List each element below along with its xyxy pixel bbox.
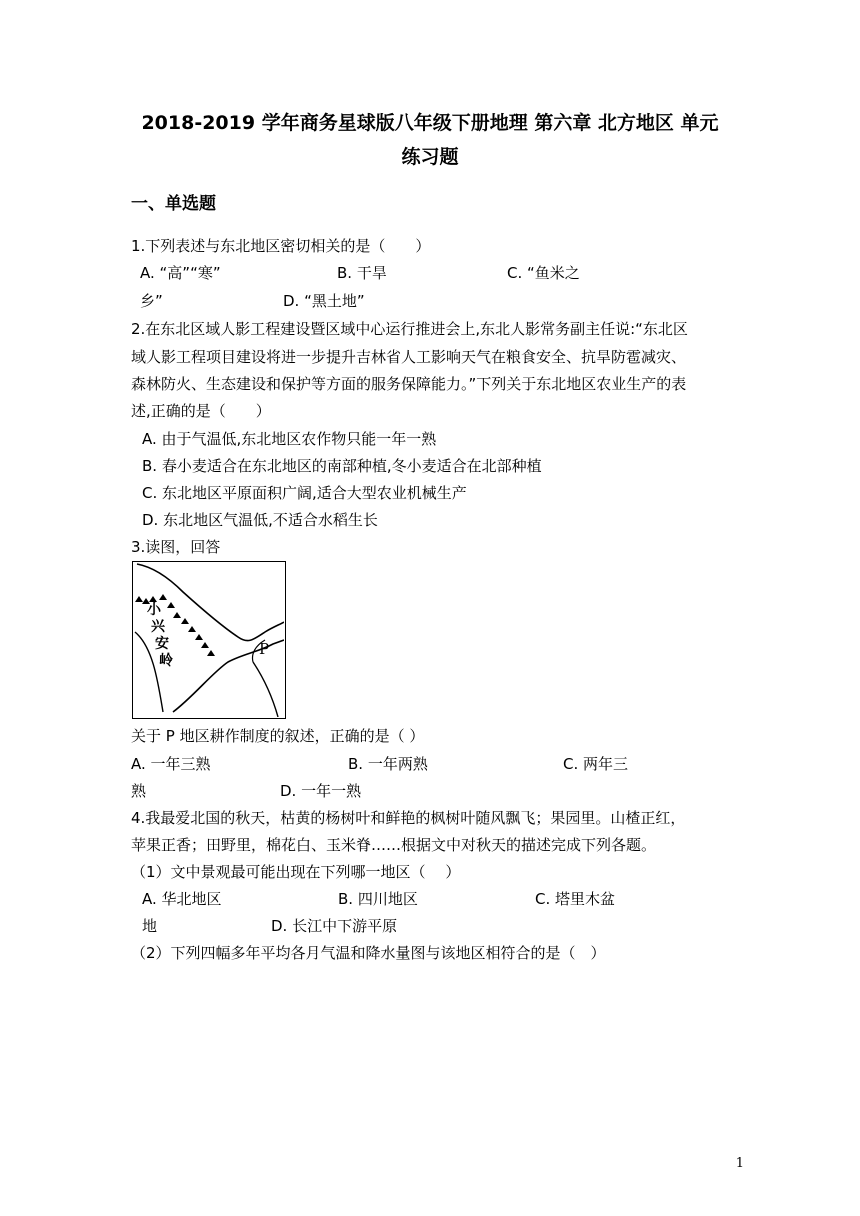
q3-option-b: B. 一年两熟 [348,755,428,773]
q1-option-b: B. 干旱 [337,264,387,282]
q1-stem: 1.下列表述与东北地区密切相关的是（ ） [131,237,431,255]
q1-option-c: C. “鱼米之 [507,264,580,282]
section-heading: 一、单选题 [131,194,216,214]
document-title-line2: 练习题 [401,146,459,168]
q2-stem-line3: 森林防火、生态建设和保护等方面的服务保障能力。”下列关于东北地区农业生产的表 [131,375,687,393]
map-label-p: P [259,640,270,658]
q1-option-a: A. “高”“寒” [140,264,221,282]
q2-stem-line2: 域人影工程项目建设将进一步提升吉林省人工影响天气在粮食安全、抗旱防雹减灾、 [131,348,687,366]
q2-option-c: C. 东北地区平原面积广阔,适合大型农业机械生产 [142,484,467,502]
q4-sub1-option-b: B. 四川地区 [338,890,418,908]
q3-option-c: C. 两年三 [563,755,629,773]
q3-question: 关于 P 地区耕作制度的叙述，正确的是（ ） [131,727,425,745]
q4-sub2: （2）下列四幅多年平均各月气温和降水量图与该地区相符合的是（ ） [131,944,606,962]
q4-sub1-option-c: C. 塔里木盆 [535,890,616,908]
map-label-range: 小 兴 安 岭 [147,602,173,669]
q3-option-d: D. 一年一熟 [280,782,362,800]
q4-sub1-option-d: D. 长江中下游平原 [271,917,398,935]
q2-option-b: B. 春小麦适合在东北地区的南部种植,冬小麦适合在北部种植 [142,457,542,475]
q4-sub1: （1）文中景观最可能出现在下列哪一地区（ ） [131,863,461,881]
q2-option-d: D. 东北地区气温低,不适合水稻生长 [142,511,378,529]
q2-stem-line4: 述,正确的是（ ） [131,402,271,420]
q3-stem: 3.读图，回答 [131,538,221,556]
map-figure [132,561,286,719]
q2-option-a: A. 由于气温低,东北地区农作物只能一年一熟 [142,430,437,448]
q4-sub1-option-c-continued: 地 [142,917,158,935]
q4-sub1-option-a: A. 华北地区 [142,890,222,908]
q3-option-a: A. 一年三熟 [131,755,211,773]
q1-option-c-continued: 乡” [140,292,163,310]
q2-stem-line1: 2.在东北区域人影工程建设暨区域中心运行推进会上,东北人影常务副主任说:“东北区 [131,320,688,338]
q3-option-c-continued: 熟 [131,782,147,800]
map-drawing [133,562,284,717]
document-title-line1: 2018-2019 学年商务星球版八年级下册地理 第六章 北方地区 单元 [141,112,719,134]
q4-stem-line2: 苹果正香；田野里，棉花白、玉米脊……根据文中对秋天的描述完成下列各题。 [131,836,657,854]
page-number: 1 [735,1156,744,1171]
q4-stem-line1: 4.我最爱北国的秋天，枯黄的杨树叶和鲜艳的枫树叶随风飘飞；果园里。山楂正红， [131,809,686,827]
q1-option-d: D. “黑土地” [283,292,365,310]
